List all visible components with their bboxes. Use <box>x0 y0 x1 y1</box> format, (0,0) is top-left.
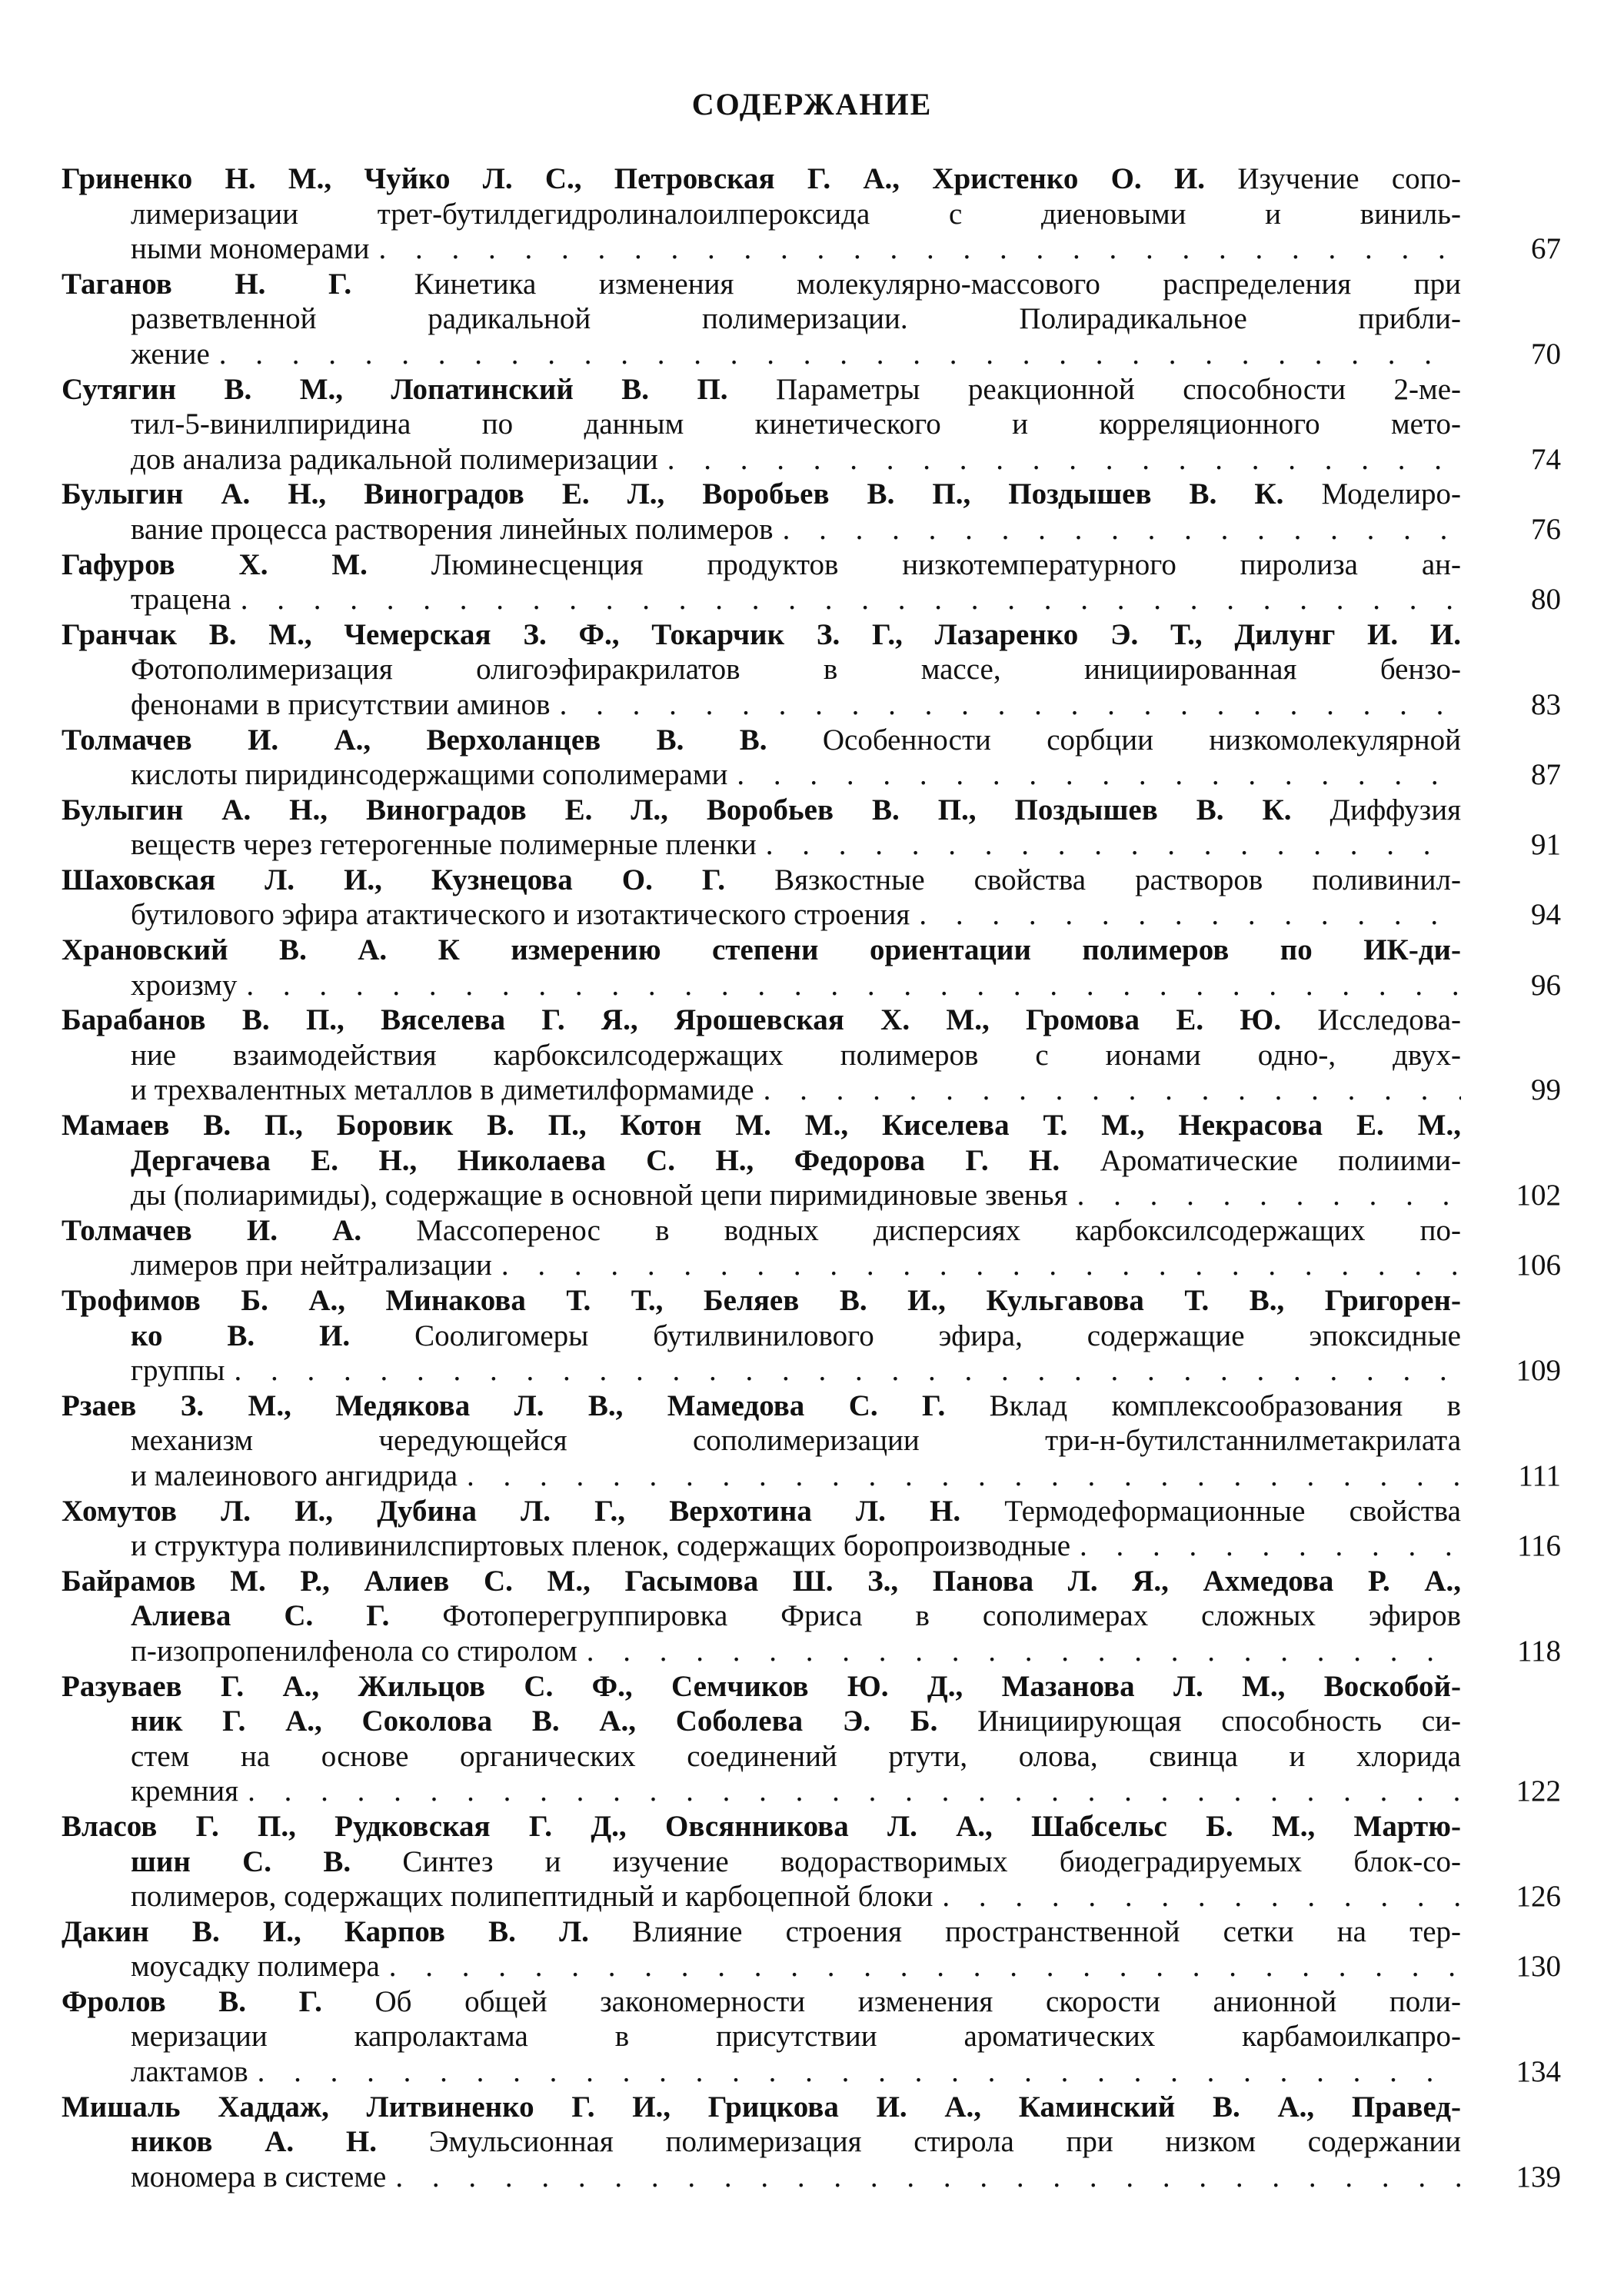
entry-title-text: лактамов <box>131 2055 248 2089</box>
entry-page-number: 116 <box>1516 1529 1561 1563</box>
entry-authors: ник Г. А., Соколова В. А., Соболева Э. Б. <box>131 1705 938 1738</box>
entry-page-number: 134 <box>1516 2055 1561 2089</box>
contents-entry <box>62 1108 1561 1213</box>
entry-page-number: 130 <box>1516 1950 1561 1984</box>
entry-line <box>62 1494 1461 1529</box>
entry-title-text: п-изопропенилфенола со стиролом <box>131 1634 577 1668</box>
entry-title-text: веществ через гетерогенные полимерные пленки <box>131 828 757 862</box>
entry-line <box>62 1739 1461 1774</box>
entry-title-text: кремния <box>131 1774 239 1808</box>
entry-authors: Дакин В. И., Карпов В. Л. <box>62 1914 589 1948</box>
entry-title-text: Вклад комплексообразования в <box>945 1389 1461 1422</box>
leader-dots <box>933 1879 1461 1914</box>
leader-dots <box>754 1073 1461 1108</box>
entry-line <box>62 337 1461 372</box>
entry-authors: Толмачев И. А. <box>62 1213 362 1247</box>
entry-line <box>62 301 1461 337</box>
entry-line <box>62 1984 1461 2020</box>
entry-page-number: 102 <box>1516 1179 1561 1212</box>
entry-page-number: 87 <box>1531 758 1561 792</box>
entry-line <box>62 1003 1461 1038</box>
entry-title-text: трацена <box>131 583 231 617</box>
entry-page-number: 126 <box>1516 1880 1561 1914</box>
leader-dots <box>492 1248 1461 1283</box>
contents-entry <box>62 1283 1561 1389</box>
contents-entry <box>62 1564 1561 1669</box>
entry-line <box>62 1528 1461 1564</box>
entry-title-text: стем на основе органических соединений ртути, олова, свинца и хлорида <box>131 1739 1461 1773</box>
entry-line <box>62 1319 1461 1354</box>
entry-line <box>62 1073 1461 1108</box>
entry-line <box>62 1914 1461 1950</box>
entry-line <box>62 1213 1461 1249</box>
entry-line <box>62 512 1461 547</box>
entry-authors: Таганов Н. Г. <box>62 267 352 301</box>
entry-title-text: Соолигомеры бутилвинилового эфира, содержащие эпоксидные <box>350 1319 1461 1352</box>
leader-dots <box>577 1634 1461 1669</box>
entry-page-number: 106 <box>1516 1249 1561 1282</box>
entry-line <box>62 827 1461 863</box>
entry-line <box>62 757 1461 793</box>
entry-title-text: механизм чередующейся сополимеризации три-н-бутилстаннилметакрилата <box>131 1424 1461 1458</box>
entry-line <box>62 2160 1461 2195</box>
entry-page-number: 111 <box>1518 1458 1561 1492</box>
entry-page-number: 109 <box>1516 1354 1561 1388</box>
leader-dots <box>380 1949 1461 1984</box>
entry-line <box>62 372 1461 407</box>
entry-title-text: и малеинового ангидрида <box>131 1458 458 1492</box>
entry-authors: Рзаев З. М., Медякова Л. В., Мамедова С. Г. <box>62 1389 946 1422</box>
page-title: СОДЕРЖАНИЕ <box>691 87 933 121</box>
contents-entry <box>62 723 1561 793</box>
entry-authors: Сутягин В. М., Лопатинский В. П. <box>62 372 728 406</box>
entry-line <box>62 2124 1461 2160</box>
entry-page-number: 83 <box>1531 687 1561 721</box>
entry-line <box>62 1038 1461 1073</box>
entry-line <box>62 1108 1461 1143</box>
entry-line <box>62 897 1461 933</box>
entry-line <box>62 197 1461 232</box>
entry-line <box>62 1704 1461 1739</box>
leader-dots <box>210 337 1461 372</box>
leader-dots <box>248 2054 1461 2090</box>
entry-title-text: дов анализа радикальной полимеризации <box>131 442 658 476</box>
contents-entry <box>62 863 1561 933</box>
contents-entry <box>62 617 1561 723</box>
contents-entry <box>62 477 1561 547</box>
entry-line <box>62 1283 1461 1319</box>
entry-line <box>62 267 1461 302</box>
entry-line <box>62 863 1461 898</box>
leader-dots <box>1070 1528 1461 1564</box>
entry-page-number: 99 <box>1531 1073 1561 1107</box>
entry-line <box>62 1564 1461 1599</box>
entry-line <box>62 933 1461 968</box>
contents-entry <box>62 1389 1561 1494</box>
entry-authors: Власов Г. П., Рудковская Г. Д., Овсянникова Л. А., Шабсельс Б. М., Мартю- <box>62 1809 1461 1843</box>
leader-dots <box>658 442 1461 477</box>
contents-entry <box>62 2090 1561 2195</box>
entry-title-text: Изучение сопо- <box>1205 162 1461 195</box>
entry-title-text: бутилового эфира атактического и изотактического строения <box>131 898 910 932</box>
entry-authors: Фролов В. Г. <box>62 1984 322 2018</box>
entry-line <box>62 1809 1461 1844</box>
entry-title-text: полимеров, содержащих полипептидный и карбоцепной блоки <box>131 1880 933 1914</box>
entry-page-number: 74 <box>1531 442 1561 476</box>
entry-authors: Барабанов В. П., Вяселева Г. Я., Ярошевская Х. М., Громова Е. Ю. <box>62 1003 1282 1037</box>
entry-line <box>62 2090 1461 2125</box>
entry-line <box>62 1143 1461 1179</box>
leader-dots <box>458 1458 1461 1494</box>
entry-authors: Гранчак В. М., Чемерская З. Ф., Токарчик З. Г., Лазаренко Э. Т., Дилунг И. И. <box>62 617 1461 651</box>
entry-line <box>62 1598 1461 1634</box>
leader-dots <box>757 827 1461 863</box>
entry-title-text: Диффузия <box>1291 793 1461 827</box>
entry-authors: Алиева С. Г. <box>131 1599 390 1633</box>
entry-authors: Булыгин А. Н., Виноградов Е. Л., Воробьев В. П., Поздышев В. К. <box>62 477 1284 511</box>
contents-entry <box>62 267 1561 372</box>
entry-title-text: Об общей закономерности изменения скорости анионной поли- <box>321 1984 1461 2018</box>
entry-line <box>62 547 1461 583</box>
entry-authors: Хомутов Л. И., Дубина Л. Г., Верхотина Л. Н. <box>62 1494 961 1528</box>
entry-title-text: фенонами в присутствии аминов <box>131 687 551 721</box>
entry-line <box>62 582 1461 617</box>
entry-title-text: жение <box>131 337 210 371</box>
entry-line <box>62 793 1461 828</box>
entry-authors: Дергачева Е. Н., Николаева С. Н., Федорова Г. Н. <box>131 1143 1060 1177</box>
entry-line <box>62 1458 1461 1494</box>
entry-line <box>62 723 1461 758</box>
contents-entry <box>62 1809 1561 1914</box>
entry-authors: Трофимов Б. А., Минакова Т. Т., Беляев В. И., Кульгавова Т. В., Григорен- <box>62 1284 1461 1317</box>
entry-line <box>62 968 1461 1003</box>
entry-line <box>62 2054 1461 2090</box>
entry-title-text: меризации капролактама в присутствии ароматических карбамоилкапро- <box>131 2020 1461 2054</box>
entry-page-number: 76 <box>1531 512 1561 546</box>
entry-line <box>62 231 1461 267</box>
entry-title-text: ние взаимодействия карбоксилсодержащих полимеров с ионами одно-, двух- <box>131 1038 1461 1072</box>
contents-entry <box>62 933 1561 1003</box>
entry-title-text: лимеризации трет-бутилдегидролиналоилпероксида с диеновыми и виниль- <box>131 197 1461 231</box>
entry-authors: Толмачев И. А., Верхоланцев В. В. <box>62 723 767 757</box>
entry-title-text: Термодеформационные свойства <box>960 1494 1461 1528</box>
entry-title-text: группы <box>131 1354 225 1388</box>
entry-line <box>62 2019 1461 2054</box>
entry-title-text: Особенности сорбции низкомолекулярной <box>767 723 1461 757</box>
entry-line <box>62 1423 1461 1458</box>
entry-title-text: лимеров при нейтрализации <box>131 1249 492 1282</box>
leader-dots <box>910 897 1461 933</box>
leader-dots <box>370 231 1461 267</box>
entry-title-text: и структура поливинилспиртовых пленок, содержащих боропроизводные <box>131 1529 1071 1563</box>
entry-title-text: Ароматические полиими- <box>1060 1143 1461 1177</box>
entry-line <box>62 617 1461 653</box>
entry-title-text: Эмульсионная полимеризация стирола при низком содержании <box>376 2125 1461 2159</box>
entry-title-text: и трехвалентных металлов в диметилформамиде <box>131 1073 754 1107</box>
leader-dots <box>1068 1178 1461 1213</box>
leader-dots <box>386 2160 1461 2195</box>
entry-page-number: 80 <box>1531 583 1561 617</box>
entry-authors: ко В. И. <box>131 1319 351 1352</box>
entry-line <box>62 442 1461 477</box>
entry-authors: Байрамов М. Р., Алиев С. М., Гасымова Ш. З., Панова Л. Я., Ахмедова Р. А., <box>62 1564 1461 1598</box>
entry-title-text: Синтез и изучение водорастворимых биодеградируемых блок-со- <box>351 1844 1461 1878</box>
entry-title-text: Исследова- <box>1281 1003 1461 1037</box>
entry-page-number: 67 <box>1531 232 1561 266</box>
contents-entry <box>62 547 1561 617</box>
entry-page-number: 70 <box>1531 337 1561 371</box>
entry-authors: Гафуров Х. М. <box>62 547 368 581</box>
entry-line <box>62 1389 1461 1424</box>
contents-entry <box>62 1213 1561 1283</box>
entry-title-text: Кинетика изменения молекулярно-массового распределения при <box>351 267 1461 301</box>
entry-title-text: мономера в системе <box>131 2160 387 2194</box>
entry-line <box>62 1879 1461 1914</box>
entry-line <box>62 1774 1461 1809</box>
entry-title-text: Инициирующая способность си- <box>937 1705 1461 1738</box>
entry-title-text: Фотополимеризация олигоэфиракрилатов в массе, инициированная бензо- <box>131 653 1461 687</box>
entry-title-text: ными мономерами <box>131 232 370 266</box>
entry-line <box>62 687 1461 723</box>
entry-line <box>62 1178 1461 1213</box>
entry-authors: ников А. Н. <box>131 2125 377 2159</box>
entry-authors: шин С. В. <box>131 1844 351 1878</box>
leader-dots <box>225 1353 1461 1389</box>
contents-entry <box>62 161 1561 267</box>
entry-page-number: 96 <box>1531 968 1561 1002</box>
entry-title-text: Люминесценция продуктов низкотемпературного пиролиза ан- <box>367 547 1461 581</box>
entry-line <box>62 1353 1461 1389</box>
entry-page-number: 139 <box>1516 2160 1561 2194</box>
entry-title-text: разветвленной радикальной полимеризации. Полирадикальное прибли- <box>131 302 1461 336</box>
leader-dots <box>551 687 1461 723</box>
entry-authors: Мамаев В. П., Боровик В. П., Котон М. М., Киселева Т. М., Некрасова Е. М., <box>62 1109 1461 1142</box>
contents-list <box>62 161 1561 2194</box>
entry-title-text: хроизму <box>131 968 238 1002</box>
entry-title-text: Фотоперегруппировка Фриса в сополимерах сложных эфиров <box>389 1599 1461 1633</box>
entry-title-text: моусадку полимера <box>131 1950 380 1984</box>
entry-page-number: 118 <box>1516 1634 1561 1668</box>
entry-line <box>62 161 1461 197</box>
entry-authors: Мишаль Хаддаж, Литвиненко Г. И., Грицкова И. А., Каминский В. А., Правед- <box>62 2090 1461 2124</box>
leader-dots <box>231 582 1461 617</box>
entry-title-text: Вязкостные свойства растворов поливинил- <box>725 863 1461 896</box>
entry-line <box>62 1248 1461 1283</box>
entry-title-text: Моделиро- <box>1283 477 1461 511</box>
contents-entry <box>62 1914 1561 1984</box>
leader-dots <box>237 968 1461 1003</box>
entry-page-number: 91 <box>1531 828 1561 862</box>
entry-page-number: 122 <box>1516 1774 1561 1808</box>
entry-title-text: Параметры реакционной способности 2-ме- <box>727 372 1461 406</box>
contents-entry <box>62 1984 1561 2090</box>
entry-line <box>62 477 1461 512</box>
leader-dots <box>727 757 1461 793</box>
entry-authors: Шаховская Л. И., Кузнецова О. Г. <box>62 863 726 896</box>
entry-line <box>62 652 1461 687</box>
entry-line <box>62 1844 1461 1880</box>
entry-title-text: тил-5-винилпиридина по данным кинетического и корреляционного мето- <box>131 407 1461 441</box>
contents-entry <box>62 1494 1561 1564</box>
entry-page-number: 94 <box>1531 898 1561 932</box>
contents-entry <box>62 372 1561 477</box>
contents-entry <box>62 1003 1561 1108</box>
entry-title-text: Массоперенос в водных дисперсиях карбоксилсодержащих по- <box>361 1213 1461 1247</box>
entry-authors: Храновский В. А. К измерению степени ориентации полимеров по ИК-ди- <box>62 933 1461 967</box>
leader-dots <box>238 1774 1461 1809</box>
leader-dots <box>774 512 1461 547</box>
entry-authors: Булыгин А. Н., Виноградов Е. Л., Воробьев В. П., Поздышев В. К. <box>62 793 1292 827</box>
entry-line <box>62 1669 1461 1705</box>
entry-title-text: кислоты пиридинсодержащими сополимерами <box>131 758 728 792</box>
contents-entry <box>62 1669 1561 1809</box>
entry-line <box>62 1949 1461 1984</box>
entry-authors: Разуваев Г. А., Жильцов С. Ф., Семчиков Ю. Д., Мазанова Л. М., Воскобой- <box>62 1669 1461 1703</box>
contents-entry <box>62 793 1561 863</box>
entry-title-text: вание процесса растворения линейных полимеров <box>131 512 774 546</box>
entry-authors: Гриненко Н. М., Чуйко Л. С., Петровская Г. А., Христенко О. И. <box>62 162 1206 195</box>
entry-line <box>62 1634 1461 1669</box>
entry-title-text: Влияние строения пространственной сетки на тер- <box>588 1914 1461 1948</box>
entry-line <box>62 407 1461 442</box>
entry-title-text: ды (полиаримиды), содержащие в основной цепи пиримидиновые звенья <box>131 1179 1068 1212</box>
